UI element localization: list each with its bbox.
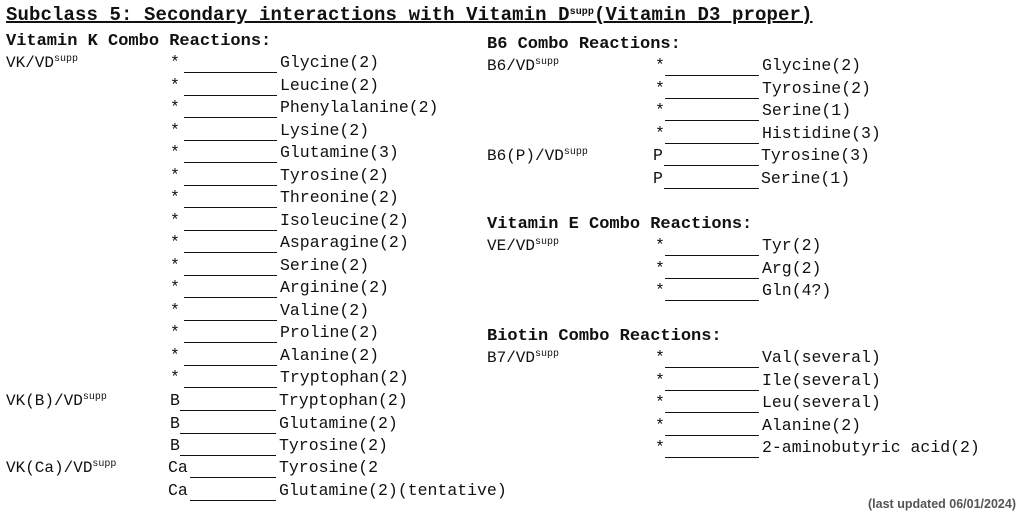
blank-line (665, 262, 759, 279)
amino-acid-name: Glutamine(2)(tentative) (279, 480, 507, 500)
entry-marker: * (655, 101, 665, 120)
entry-marker: * (170, 278, 180, 297)
group-label-vk-vd: $VK/VD^{supp}$ (6, 54, 79, 72)
blank-line (665, 59, 759, 76)
blank-line (665, 82, 759, 99)
blank-line (665, 104, 759, 121)
blank-line (184, 349, 277, 366)
blank-line (665, 351, 759, 368)
blank-line (184, 146, 277, 163)
amino-acid-name: Isoleucine(2) (280, 210, 409, 230)
blank-line (665, 374, 759, 391)
group-label-b7-vd: $B7/VD^{supp}$ (487, 349, 560, 367)
amino-acid-name: Tryptophan(2) (280, 368, 409, 387)
amino-acid-name: Tyrosine(2) (279, 436, 388, 455)
entry-marker: * (170, 53, 180, 72)
group-label-ve-vd: $VE/VD^{supp}$ (487, 237, 560, 255)
group-label-vk-ca-vd: $VK(Ca)/VD^{supp}$ (6, 459, 117, 477)
amino-acid-name: Lysine(2) (280, 120, 370, 140)
b6-heading: B6 Combo Reactions: (487, 35, 681, 54)
blank-line (184, 101, 277, 118)
blank-line (184, 79, 277, 96)
blank-line (184, 169, 277, 186)
blank-line (180, 394, 276, 411)
entry-marker: B (170, 413, 180, 433)
entry-marker: * (655, 281, 665, 300)
amino-acid-name: Tryptophan(2) (279, 391, 408, 410)
group-label-b6-vd: $B6/VD^{supp}$ (487, 57, 560, 75)
title-text: Subclass 5: Secondary interactions with Vitamin D (6, 4, 570, 26)
amino-acid-name: Gln(4?) (762, 281, 832, 300)
blank-line (190, 484, 276, 501)
blank-line (184, 371, 277, 388)
blank-line (180, 417, 276, 434)
blank-line (184, 124, 277, 141)
blank-line (184, 191, 277, 208)
vitamin-e-heading: Vitamin E Combo Reactions: (487, 215, 753, 234)
entry-marker: * (655, 415, 665, 435)
amino-acid-name: Arg(2) (762, 258, 822, 278)
amino-acid-name: Histidine(3) (762, 123, 881, 143)
entry-marker: * (655, 370, 665, 390)
amino-acid-name: Tyrosine(2) (280, 165, 389, 185)
blank-line (664, 149, 759, 166)
entry-marker: * (170, 255, 180, 275)
amino-acid-name: Arginine(2) (280, 278, 389, 297)
entry-marker: * (170, 188, 180, 207)
blank-line (180, 439, 276, 456)
entry-marker: * (655, 438, 665, 457)
amino-acid-name: 2-aminobutyric acid(2) (762, 438, 980, 457)
amino-acid-name: Serine(2) (280, 255, 370, 275)
blank-line (665, 239, 759, 256)
entry-marker: * (655, 258, 665, 278)
title-subtitle: (Vitamin D3 proper) (594, 4, 813, 26)
title-superscript: supp (569, 7, 594, 18)
amino-acid-name: Tyrosine(2 (279, 458, 379, 477)
amino-acid-name: Leu(several) (762, 393, 881, 412)
entry-marker: * (170, 210, 180, 230)
amino-acid-name: Serine(1) (762, 101, 852, 120)
blank-line (190, 461, 276, 478)
page-title (6, 4, 813, 26)
blank-line (184, 326, 277, 343)
amino-acid-name: Phenylalanine(2) (280, 98, 439, 117)
blank-line (665, 127, 759, 144)
blank-line (665, 441, 759, 458)
amino-acid-name: Serine(1) (761, 168, 851, 188)
blank-line (664, 172, 759, 189)
entry-marker: P (653, 168, 663, 188)
entry-marker: * (655, 393, 665, 412)
blank-line (184, 304, 277, 321)
amino-acid-name: Val(several) (762, 348, 881, 367)
last-updated-note: (last updated 06/01/2024) (868, 497, 1016, 511)
amino-acid-name: Proline(2) (280, 323, 380, 342)
entry-marker: * (655, 78, 665, 98)
entry-marker: * (170, 98, 180, 117)
entry-marker: * (170, 233, 180, 252)
entry-marker: * (655, 348, 665, 367)
entry-marker: * (655, 56, 665, 75)
blank-line (184, 236, 277, 253)
amino-acid-name: Glycine(2) (762, 56, 862, 75)
biotin-heading: Biotin Combo Reactions: (487, 327, 722, 346)
amino-acid-name: Glutamine(3) (280, 143, 399, 162)
entry-marker: * (655, 123, 665, 143)
entry-marker: B (170, 436, 180, 455)
entry-marker: * (170, 75, 180, 95)
entry-marker: * (170, 120, 180, 140)
amino-acid-name: Tyrosine(3) (761, 146, 870, 165)
amino-acid-name: Alanine(2) (280, 345, 380, 365)
blank-line (665, 419, 759, 436)
vitamin-k-heading: Vitamin K Combo Reactions: (6, 32, 272, 51)
amino-acid-name: Glycine(2) (280, 53, 380, 72)
amino-acid-name: Tyr(2) (762, 236, 822, 255)
amino-acid-name: Alanine(2) (762, 415, 862, 435)
amino-acid-name: Threonine(2) (280, 188, 399, 207)
blank-line (184, 281, 277, 298)
entry-marker: Ca (168, 458, 188, 477)
blank-line (665, 396, 759, 413)
blank-line (184, 214, 277, 231)
blank-line (665, 284, 759, 301)
amino-acid-name: Glutamine(2) (279, 413, 398, 433)
entry-marker: * (170, 300, 180, 320)
entry-marker: P (653, 146, 663, 165)
entry-marker: * (170, 143, 180, 162)
entry-marker: * (170, 165, 180, 185)
entry-marker: * (170, 345, 180, 365)
amino-acid-name: Tyrosine(2) (762, 78, 871, 98)
amino-acid-name: Leucine(2) (280, 75, 380, 95)
entry-marker: * (655, 236, 665, 255)
amino-acid-name: Valine(2) (280, 300, 370, 320)
entry-marker: * (170, 323, 180, 342)
entry-marker: Ca (168, 480, 188, 500)
entry-marker: B (170, 391, 180, 410)
blank-line (184, 259, 277, 276)
amino-acid-name: Asparagine(2) (280, 233, 409, 252)
amino-acid-name: Ile(several) (762, 370, 881, 390)
group-label-b6p-vd: $B6(P)/VD^{supp}$ (487, 147, 588, 165)
entry-marker: * (170, 368, 180, 387)
group-label-vk-b-vd: $VK(B)/VD^{supp}$ (6, 392, 107, 410)
blank-line (184, 56, 277, 73)
